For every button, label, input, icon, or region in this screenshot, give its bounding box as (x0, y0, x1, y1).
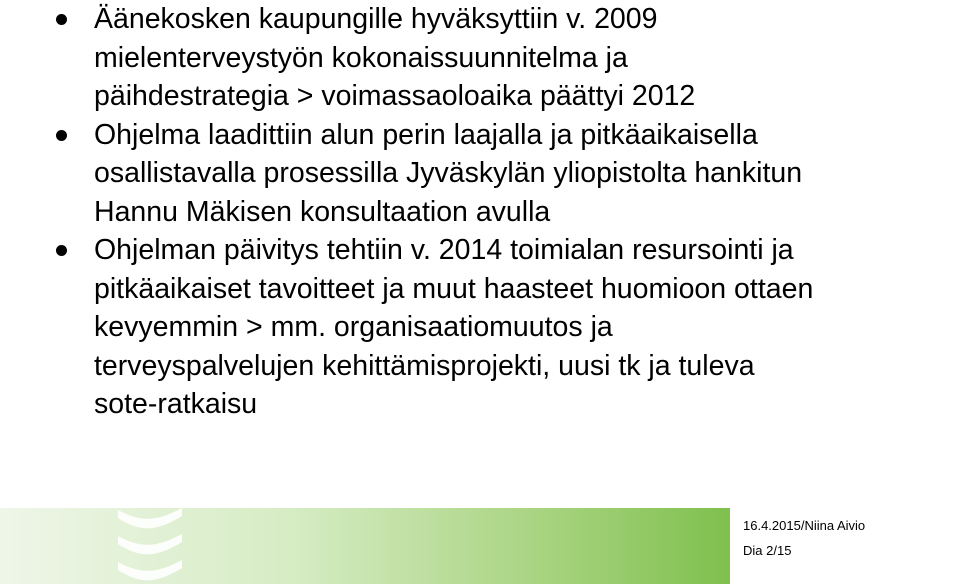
bullet-1-line-3: päihdestrategia > voimassaoloaika päättyi 2012 (94, 80, 696, 112)
footer-page-number: Dia 2/15 (743, 543, 792, 558)
bullet-3-line-1: Ohjelman päivitys tehtiin v. 2014 toimialan resursointi ja (94, 234, 794, 266)
bullet-dot-icon (56, 130, 67, 141)
bullet-item-1 (56, 0, 946, 116)
bullet-1-line-2: mielenterveystyön kokonaissuunnitelma ja (94, 41, 628, 74)
bullet-3-line-2: pitkäaikaiset tavoitteet ja muut haasteet huomioon ottaen (94, 272, 814, 305)
green-leaf-logo-icon (110, 500, 190, 584)
bullet-item-2 (56, 116, 946, 232)
footer-date-author: 16.4.2015/Niina Aivio (743, 518, 866, 533)
bullet-list (56, 0, 946, 424)
bullet-3-line-4: terveyspalvelujen kehittämisprojekti, uusi tk ja tuleva (94, 349, 755, 382)
bullet-dot-icon (56, 245, 67, 256)
bullet-2-line-1: Ohjelma laadittiin alun perin laajalla ja pitkäaikaisella (94, 118, 758, 151)
bullet-1-line-1: Äänekosken kaupungille hyväksyttiin v. 2009 (94, 3, 658, 35)
bullet-3-line-5: sote-ratkaisu (94, 388, 258, 420)
bullet-2-line-3: Hannu Mäkisen konsultaation avulla (94, 195, 551, 228)
slide-footer (0, 500, 959, 584)
bullet-dot-icon (56, 14, 67, 25)
bullet-3-line-3: kevyemmin > mm. organisaatiomuutos ja (94, 311, 613, 343)
bullet-item-3 (56, 231, 946, 424)
bullet-2-line-2: osallistavalla prosessilla Jyväskylän yliopistolta hankitun (94, 157, 803, 189)
